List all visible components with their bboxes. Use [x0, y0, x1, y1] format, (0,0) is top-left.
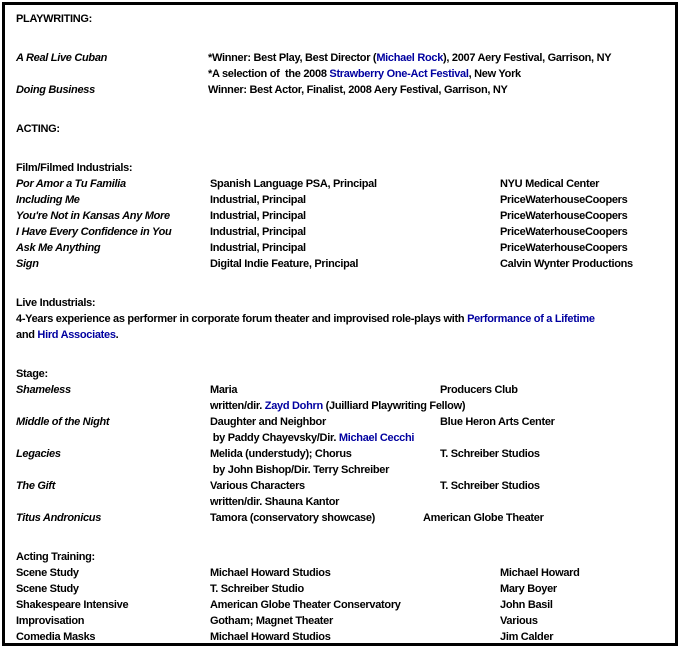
film-row	[16, 208, 669, 224]
production-company: PriceWaterhouseCoopers	[500, 242, 628, 254]
section-heading-live-industrials: Live Industrials:	[16, 297, 96, 309]
stage-row	[16, 382, 669, 398]
training-row	[16, 629, 669, 645]
training-class: Scene Study	[16, 583, 79, 595]
theater-venue: T. Schreiber Studios	[440, 480, 540, 492]
section-heading-film-industrials: Film/Filmed Industrials:	[16, 162, 133, 174]
role: Spanish Language PSA, Principal	[210, 178, 377, 190]
production-company: NYU Medical Center	[500, 178, 600, 190]
training-venue: Michael Howard Studios	[210, 567, 331, 579]
director-credit	[16, 494, 669, 510]
theater-venue: T. Schreiber Studios	[440, 448, 540, 460]
production-company: Calvin Wynter Productions	[500, 258, 633, 270]
film-rows	[16, 176, 669, 272]
production-company: PriceWaterhouseCoopers	[500, 226, 628, 238]
role: Industrial, Principal	[210, 226, 306, 238]
experience-text-line	[16, 311, 669, 327]
film-row	[16, 224, 669, 240]
production-title: Ask Me Anything	[16, 242, 101, 254]
teacher: Mary Boyer	[500, 583, 557, 595]
section-gap	[16, 137, 669, 160]
section-gap	[16, 526, 669, 549]
detail-text: ), 2007 Aery Festival, Garrison, NY	[443, 52, 612, 64]
film-row	[16, 192, 669, 208]
detail-text: , New York	[468, 68, 521, 80]
film-row	[16, 256, 669, 272]
role: Melida (understudy); Chorus	[210, 448, 352, 460]
training-venue: T. Schreiber Studio	[210, 583, 304, 595]
role: Daughter and Neighbor	[210, 416, 326, 428]
theater-venue: American Globe Theater	[423, 512, 544, 524]
training-class: Comedia Masks	[16, 631, 96, 643]
production-title: Legacies	[16, 448, 61, 460]
hyperlink[interactable]: Zayd Dohrn	[264, 400, 323, 412]
detail-text: *Winner: Best Play, Best Director (	[208, 52, 377, 64]
role: Industrial, Principal	[210, 194, 306, 206]
production-title: Middle of the Night	[16, 416, 110, 428]
role: Industrial, Principal	[210, 242, 306, 254]
role: Digital Indie Feature, Principal	[210, 258, 359, 270]
section-heading-playwriting: PLAYWRITING:	[16, 13, 93, 25]
section-gap	[16, 272, 669, 295]
playwriting-row	[16, 82, 669, 98]
role: Industrial, Principal	[210, 210, 306, 222]
director-credit	[16, 462, 669, 478]
training-venue: Gotham; Magnet Theater	[210, 615, 333, 627]
production-title: Shameless	[16, 384, 71, 396]
playwriting-row	[16, 66, 669, 82]
stage-row	[16, 414, 669, 430]
experience-text: 4-Years experience as performer in corporate forum theater and improvised role-plays with	[16, 313, 468, 325]
section-heading-acting-training: Acting Training:	[16, 551, 95, 563]
film-row	[16, 176, 669, 192]
hyperlink[interactable]: Michael Cecchi	[338, 432, 415, 444]
teacher: Jim Calder	[500, 631, 554, 643]
detail-text: Winner: Best Actor, Finalist, 2008 Aery Festival, Garrison, NY	[208, 84, 508, 96]
production-title: You're Not in Kansas Any More	[16, 210, 170, 222]
experience-text: and	[16, 329, 38, 341]
stage-row	[16, 446, 669, 462]
hyperlink[interactable]: Hird Associates	[37, 329, 116, 341]
training-class: Scene Study	[16, 567, 79, 579]
production-title: The Gift	[16, 480, 56, 492]
teacher: John Basil	[500, 599, 553, 611]
hyperlink[interactable]: Performance of a Lifetime	[467, 313, 595, 325]
production-title: Titus Andronicus	[16, 512, 102, 524]
section-gap	[16, 98, 669, 121]
section-gap	[16, 343, 669, 366]
stage-row	[16, 510, 669, 526]
hyperlink[interactable]: Michael Rock	[376, 52, 444, 64]
production-detail	[208, 50, 669, 66]
theater-venue: Blue Heron Arts Center	[440, 416, 555, 428]
detail-text: *A selection of the 2008	[208, 68, 330, 80]
credit-text: written/dir.	[210, 400, 265, 412]
role: Various Characters	[210, 480, 305, 492]
training-row	[16, 565, 669, 581]
training-class: Improvisation	[16, 615, 85, 627]
credit-text: by Paddy Chayevsky/Dir.	[210, 432, 339, 444]
training-row	[16, 581, 669, 597]
director-credit	[16, 430, 669, 446]
training-rows	[16, 565, 669, 645]
section-heading-acting: ACTING:	[16, 123, 60, 135]
playwriting-rows	[16, 50, 669, 98]
playwriting-row	[16, 50, 669, 66]
production-title: I Have Every Confidence in You	[16, 226, 172, 238]
training-venue: Michael Howard Studios	[210, 631, 331, 643]
credit-text: by John Bishop/Dir. Terry Schreiber	[210, 464, 390, 476]
experience-text-line	[16, 327, 669, 343]
resume-body	[5, 5, 675, 643]
production-detail	[208, 82, 669, 98]
section-gap	[16, 27, 669, 50]
production-title	[16, 66, 208, 82]
training-class: Shakespeare Intensive	[16, 599, 129, 611]
resume-document	[2, 2, 678, 646]
teacher: Michael Howard	[500, 567, 580, 579]
teacher: Various	[500, 615, 538, 627]
experience-text: .	[115, 329, 119, 341]
production-title: Doing Business	[16, 84, 95, 96]
role: Tamora (conservatory showcase)	[210, 512, 376, 524]
live-industrials-paragraph	[16, 311, 669, 343]
production-detail	[208, 66, 669, 82]
training-row	[16, 597, 669, 613]
training-venue: American Globe Theater Conservatory	[210, 599, 401, 611]
hyperlink[interactable]: Strawberry One-Act Festival	[329, 68, 469, 80]
stage-rows	[16, 382, 669, 526]
credit-text: (Juilliard Playwriting Fellow)	[322, 400, 466, 412]
production-title: Por Amor a Tu Familia	[16, 178, 126, 190]
section-heading-stage: Stage:	[16, 368, 48, 380]
training-row	[16, 613, 669, 629]
stage-row	[16, 478, 669, 494]
theater-venue: Producers Club	[440, 384, 518, 396]
film-row	[16, 240, 669, 256]
production-company: PriceWaterhouseCoopers	[500, 210, 628, 222]
production-title: A Real Live Cuban	[16, 52, 108, 64]
production-title: Sign	[16, 258, 39, 270]
director-credit	[16, 398, 669, 414]
role: Maria	[210, 384, 238, 396]
production-title: Including Me	[16, 194, 80, 206]
credit-text: written/dir. Shauna Kantor	[210, 496, 340, 508]
production-company: PriceWaterhouseCoopers	[500, 194, 628, 206]
